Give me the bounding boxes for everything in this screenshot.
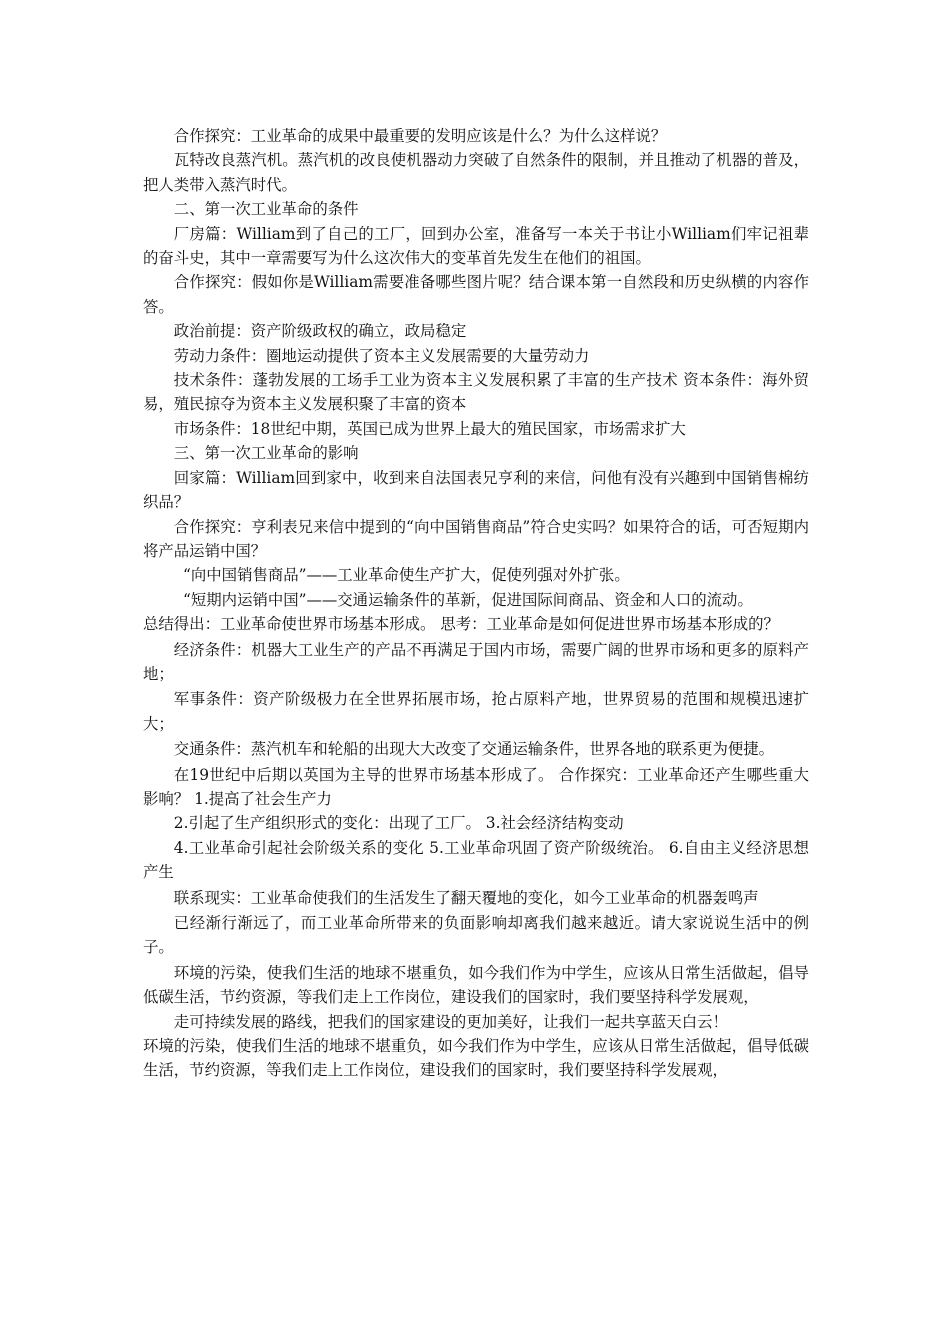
list-line: 2.引起了生产组织形式的变化：出现了工厂。 3.社会经济结构变动 [173, 814, 624, 833]
paragraph: 技术条件：蓬勃发展的工场手工业为资本主义发展积累了丰富的生产技术 资本条件：海外贸易，殖民掠夺为资本主义发展积聚了丰富的资本 [143, 371, 809, 414]
document-body [143, 124, 809, 1083]
paragraph: 劳动力条件：圈地运动提供了资本主义发展需要的大量劳动力 [173, 346, 590, 365]
paragraph: 合作探究：假如你是William需要准备哪些图片呢？结合课本第一自然段和历史纵横的内容作答。 [143, 273, 809, 316]
paragraph: 环境的污染，使我们生活的地球不堪重负，如今我们作为中学生，应该从日常生活做起，倡导低碳生活，节约资源，等我们走上工作岗位，建设我们的国家时，我们要坚持科学发展观， [143, 1037, 809, 1080]
paragraph: 经济条件：机器大工业生产的产品不再满足于国内市场，需要广阔的世界市场和更多的原料产地； [143, 640, 809, 683]
section-heading: 二、第一次工业革命的条件 [173, 200, 359, 219]
paragraph: 合作探究：亨利表兄来信中提到的“向中国销售商品”符合史实吗？如果符合的话，可否短期内将产品运销中国？ [143, 517, 809, 560]
paragraph: 合作探究：工业革命的成果中最重要的发明应该是什么？为什么这样说？ [173, 127, 667, 145]
paragraph: 已经渐行渐远了，而工业革命所带来的负面影响却离我们越来越近。请大家说说生活中的例子。 [143, 914, 809, 957]
paragraph: 瓦特改良蒸汽机。蒸汽机的改良使机器动力突破了自然条件的限制，并且推动了机器的普及，把人类带入蒸汽时代。 [143, 151, 809, 194]
paragraph: 总结得出：工业革命使世界市场基本形成。 思考：工业革命是如何促进世界市场基本形成的？ [143, 615, 779, 634]
paragraph: 在19世纪中后期以英国为主导的世界市场基本形成了。 合作探究：工业革命还产生哪些重大影响？ 1.提高了社会生产力 [143, 765, 809, 808]
paragraph: 厂房篇：William到了自己的工厂，回到办公室，准备写一本关于书让小William们牢记祖辈的奋斗史，其中一章需要写为什么这次伟大的变革首先发生在他们的祖国。 [143, 224, 809, 268]
paragraph: 交通条件：蒸汽机车和轮船的出现大大改变了交通运输条件，世界各地的联系更为便捷。 [173, 740, 775, 759]
section-heading: 三、第一次工业革命的影响 [173, 444, 359, 463]
paragraph: 市场条件：18世纪中期，英国已成为世界上最大的殖民国家，市场需求扩大 [173, 419, 686, 438]
paragraph: 环境的污染，使我们生活的地球不堪重负，如今我们作为中学生，应该从日常生活做起，倡导低碳生活，节约资源，等我们走上工作岗位，建设我们的国家时，我们要坚持科学发展观， [143, 963, 809, 1007]
paragraph: “向中国销售商品”——工业革命使生产扩大，促使列强对外扩张。 [183, 566, 630, 585]
paragraph: 回家篇：William回到家中，收到来自法国表兄亨利的来信，问他有没有兴趣到中国销售棉纺织品？ [143, 468, 809, 512]
paragraph: 联系现实：工业革命使我们的生活发生了翻天覆地的变化，如今工业革命的机器轰鸣声 [173, 888, 759, 907]
paragraph: 政治前提：资产阶级政权的确立，政局稳定 [173, 322, 467, 341]
paragraph: “短期内运销中国”——交通运输条件的革新，促进国际间商品、资金和人口的流动。 [183, 590, 753, 609]
list-line: 4.工业革命引起社会阶级关系的变化 5.工业革命巩固了资产阶级统治。 6.自由主义经济思想产生 [143, 838, 809, 882]
paragraph: 军事条件：资产阶级极力在全世界拓展市场，抢占原料产地，世界贸易的范围和规模迅速扩大； [143, 690, 809, 733]
paragraph: 走可持续发展的路线，把我们的国家建设的更加美好，让我们一起共享蓝天白云！ [173, 1012, 728, 1031]
